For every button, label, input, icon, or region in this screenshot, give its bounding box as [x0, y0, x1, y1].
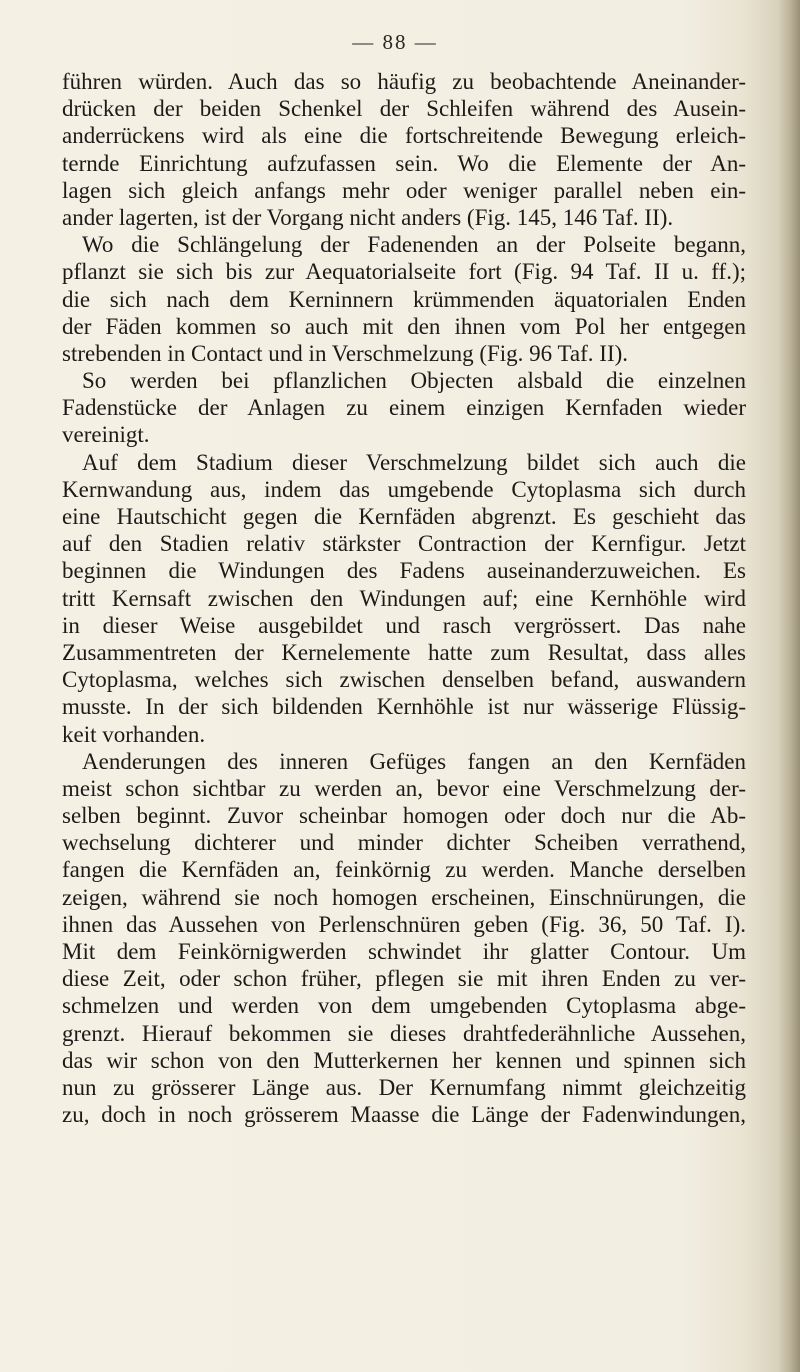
text-line: schmelzen und werden von dem umgebenden Cytoplasma abge-: [62, 993, 746, 1019]
text-line: Kernwandung aus, indem das umgebende Cytoplasma sich durch: [62, 476, 746, 502]
text-line: Wo die Schlängelung der Fadenenden an der Polseite begann,: [82, 232, 746, 258]
text-line: wechselung dichterer und minder dichter Scheiben verrathend,: [62, 830, 746, 856]
text-line: ihnen das Aussehen von Perlenschnüren geben (Fig. 36, 50 Taf. I).: [62, 911, 746, 937]
text-line: beginnen die Windungen des Fadens auseinanderzuweichen. Es: [62, 558, 746, 584]
text-line: vereinigt.: [62, 422, 150, 448]
text-line: selben beginnt. Zuvor scheinbar homogen oder doch nur die Ab-: [62, 803, 746, 829]
paragraph: [62, 68, 746, 231]
text-line: drücken der beiden Schenkel der Schleifen während des Ausein-: [62, 96, 746, 122]
text-line: musste. In der sich bildenden Kernhöhle ist nur wässerige Flüssig-: [62, 694, 746, 720]
text-line: nun zu grösserer Länge aus. Der Kernumfang nimmt gleichzeitig: [62, 1074, 746, 1100]
text-line: eine Hautschicht gegen die Kernfäden abgrenzt. Es geschieht das: [62, 504, 746, 529]
text-line: die sich nach dem Kerninnern krümmenden äquatorialen Enden: [62, 286, 746, 312]
text-line: auf den Stadien relativ stärkster Contraction der Kernfigur. Jetzt: [62, 531, 746, 557]
text-line: Fadenstücke der Anlagen zu einem einzigen Kernfaden wieder: [62, 395, 746, 421]
text-line: Auf dem Stadium dieser Verschmelzung bildet sich auch die: [82, 449, 746, 475]
text-line: tritt Kernsaft zwischen den Windungen auf; eine Kernhöhle wird: [62, 585, 746, 611]
paragraph: [62, 367, 746, 449]
page-number: — 88 —: [352, 30, 438, 54]
paragraph: [62, 748, 746, 1129]
page-edge-shadow: [778, 0, 800, 1372]
text-line: So werden bei pflanzlichen Objecten alsbald die einzelnen: [82, 368, 746, 394]
text-line: fangen die Kernfäden an, feinkörnig zu werden. Manche derselben: [62, 857, 746, 883]
text-line: ander lagerten, ist der Vorgang nicht anders (Fig. 145, 146 Taf. II).: [62, 204, 674, 230]
text-line: pflanzt sie sich bis zur Aequatorialseite fort (Fig. 94 Taf. II u. ff.);: [62, 259, 746, 285]
text-line: zu, doch in noch grösserem Maasse die Länge der Fadenwindungen,: [62, 1102, 746, 1128]
paragraph: [62, 231, 746, 367]
text-line: keit vorhanden.: [62, 721, 206, 747]
text-line: der Fäden kommen so auch mit den ihnen vom Pol her entgegen: [62, 313, 746, 339]
text-line: diese Zeit, oder schon früher, pflegen sie mit ihren Enden zu ver-: [62, 966, 746, 992]
text-line: zeigen, während sie noch homogen erscheinen, Einschnürungen, die: [62, 884, 746, 910]
paragraph: [62, 449, 746, 748]
text-line: Cytoplasma, welches sich zwischen denselben befand, auswandern: [62, 667, 746, 693]
text-line: Aenderungen des inneren Gefüges fangen an den Kernfäden: [82, 748, 746, 774]
text-line: anderrückens wird als eine die fortschreitende Bewegung erleich-: [62, 123, 746, 149]
text-line: meist schon sichtbar zu werden an, bevor eine Verschmelzung der-: [62, 775, 746, 801]
text-line: strebenden in Contact und in Verschmelzung (Fig. 96 Taf. II).: [62, 340, 629, 366]
text-line: führen würden. Auch das so häufig zu beobachtende Aneinander-: [62, 69, 746, 94]
body-text: [62, 68, 746, 1128]
text-line: in dieser Weise ausgebildet und rasch vergrössert. Das nahe: [62, 612, 746, 638]
text-line: das wir schon von den Mutterkernen her kennen und spinnen sich: [62, 1047, 746, 1073]
text-line: ternde Einrichtung aufzufassen sein. Wo die Elemente der An-: [62, 150, 746, 176]
text-line: Mit dem Feinkörnigwerden schwindet ihr glatter Contour. Um: [62, 939, 746, 964]
text-line: Zusammentreten der Kernelemente hatte zum Resultat, dass alles: [62, 639, 746, 665]
text-line: grenzt. Hierauf bekommen sie dieses drahtfederähnliche Aussehen,: [62, 1020, 746, 1046]
text-line: lagen sich gleich anfangs mehr oder weniger parallel neben ein-: [62, 177, 746, 203]
